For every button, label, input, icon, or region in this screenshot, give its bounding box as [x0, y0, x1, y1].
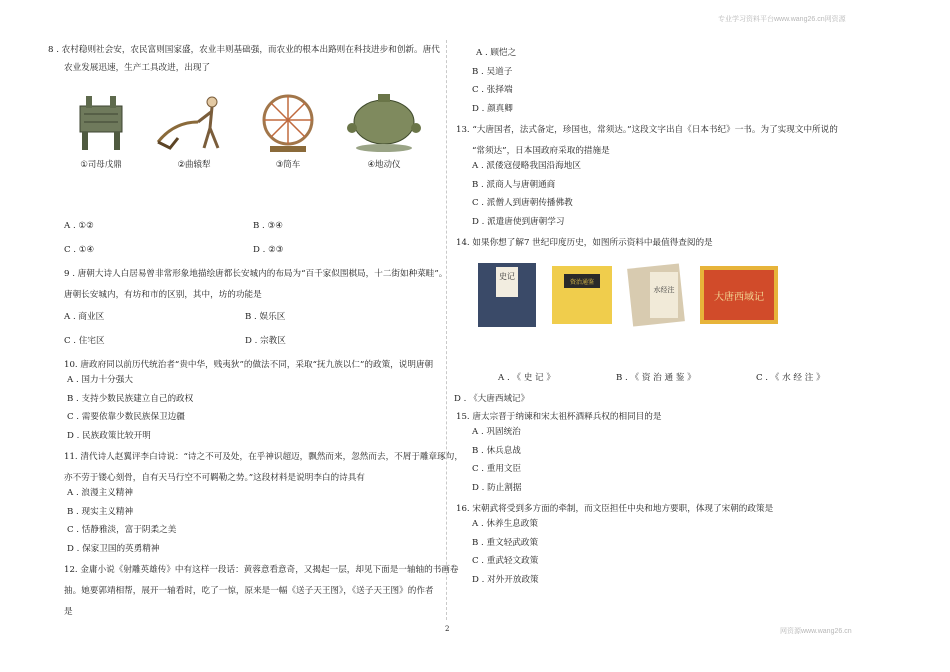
- option-a[interactable]: A . 浪漫主义精神: [67, 488, 133, 498]
- question-10: [64, 359, 442, 445]
- option-b[interactable]: B . 派商人与唐朝通商: [472, 179, 556, 190]
- option-a[interactable]: A . 商业区: [64, 312, 105, 322]
- option-b[interactable]: B . 吴道子: [472, 66, 513, 77]
- question-13: [456, 124, 856, 231]
- figure-caption: ④地动仪: [367, 160, 401, 170]
- figure-ding: [70, 92, 132, 170]
- figure-waterwheel: [256, 92, 320, 170]
- book-title: 资治通鉴: [569, 279, 595, 286]
- figure-caption: ③筒车: [275, 160, 301, 170]
- footer-watermark: 网资源www.wang26.cn: [780, 628, 852, 635]
- figure-caption: ①司母戊鼎: [80, 160, 122, 170]
- option-d[interactable]: D . 宗教区: [245, 336, 286, 346]
- question-text: 16. 宋朝武将受到多方面的牵制，而文臣担任中央和地方要职，体现了宋朝的政策是: [456, 504, 774, 514]
- option-b[interactable]: B . 娱乐区: [245, 312, 286, 322]
- question-16: [456, 503, 856, 589]
- book-title: 大唐西域记: [714, 292, 764, 303]
- option-b[interactable]: B . 支持少数民族建立自己的政权: [67, 393, 194, 404]
- option-d[interactable]: D . ②③: [253, 245, 284, 255]
- option-c[interactable]: C . 《 水 经 注 》: [756, 373, 825, 383]
- option-d[interactable]: D . 民族政策比较开明: [67, 430, 151, 441]
- book-xiyu-image: [698, 264, 780, 326]
- option-c[interactable]: C . 需要依靠少数民族保卫边疆: [67, 412, 185, 422]
- option-b[interactable]: B . ③④: [253, 221, 283, 231]
- question-12-options: [456, 44, 856, 118]
- question-text: 9 . 唐朝大诗人白居易曾非常形象地描绘唐都长安城内的布局为“百千家似围棋局，十二街如种菜畦”。: [64, 269, 448, 279]
- question-text: 唐朝长安城内，有坊和市的区别，其中，坊的功能是: [64, 290, 262, 300]
- question-text: 8 . 农村稳则社会安，农民富则国家盛，农业丰则基础强，而农业的根本出路则在科技进步和创新。唐代: [48, 45, 440, 55]
- question-11: [64, 451, 463, 558]
- question-9: [64, 268, 448, 353]
- option-a[interactable]: A . 休养生息政策: [472, 519, 538, 529]
- question-text: “常须达”，日本国政府采取的措施是: [472, 146, 610, 156]
- option-d[interactable]: D . 保家卫国的英勇精神: [67, 543, 160, 554]
- option-d[interactable]: D . 颜真卿: [472, 103, 513, 114]
- waterwheel-icon: [256, 92, 320, 154]
- question-15: [456, 411, 856, 497]
- right-column: [456, 44, 856, 595]
- option-c[interactable]: C . 派僧人到唐朝传播佛教: [472, 198, 573, 208]
- question-8: [48, 44, 442, 262]
- column-divider: [446, 40, 447, 620]
- question-text: 是: [64, 607, 73, 617]
- question-text: 10. 唐政府同以前历代统治者“贵中华，贱夷狄”的做法不同，采取“抚九族以仁”的政策，说明唐朝: [64, 360, 434, 370]
- question-12: [64, 564, 459, 618]
- option-c[interactable]: C . 重武轻文政策: [472, 556, 539, 566]
- book-images-row: [476, 259, 856, 331]
- option-a[interactable]: A . 派倭寇侵略我国沿海地区: [472, 161, 581, 171]
- question-text: 抽。她要郭靖相帮，展开一轴看时，吃了一惊，原来是一幅《送子天王图》，《送子天王图》的作者: [64, 586, 434, 596]
- question-text: 14. 如果你想了解7 世纪印度历史，如图所示资料中最值得查阅的是: [456, 238, 713, 248]
- question-text: 亦不劳于镂心刻骨，自有天马行空不可羁勒之势。”这段材料是说明李白的诗具有: [64, 473, 365, 483]
- book-shuijing-image: [626, 262, 686, 328]
- figure-caption: ②曲辕犁: [177, 160, 211, 170]
- seismoscope-icon: [342, 92, 426, 154]
- option-b[interactable]: B . 休兵息战: [472, 445, 521, 456]
- option-a[interactable]: A . 国力十分强大: [67, 375, 133, 385]
- option-c[interactable]: C . 张择端: [472, 85, 513, 95]
- book-title: 史记: [499, 272, 515, 281]
- option-b[interactable]: B . 现实主义精神: [67, 506, 134, 517]
- figure-plough: [154, 92, 234, 170]
- ding-vessel-icon: [70, 92, 132, 154]
- question-text: 13. “大唐国者，法式备定，珍国也，常须达。”这段文字出自《日本书纪》一书。为了实现文中所说的: [456, 125, 838, 135]
- question-14: [456, 237, 856, 405]
- option-c[interactable]: C . 住宅区: [64, 336, 105, 346]
- option-c[interactable]: C . 恬静雅淡，富于阴柔之美: [67, 525, 177, 535]
- option-a[interactable]: A . ①②: [64, 221, 94, 231]
- option-c[interactable]: C . 重用文臣: [472, 464, 522, 474]
- q14-options-row: [456, 371, 856, 391]
- option-d[interactable]: D . 防止割据: [472, 482, 522, 493]
- question-text: 11. 清代诗人赵翼评李白诗说：“诗之不可及处，在乎神识超迈，飘然而来，忽然而去，不屑于雕章琢句，: [64, 452, 463, 462]
- option-a[interactable]: A . 《 史 记 》: [498, 373, 555, 383]
- left-column: [48, 44, 463, 624]
- option-d[interactable]: D . 派遣唐使到唐朝学习: [472, 216, 565, 227]
- header-watermark: 专业学习资料平台www.wang26.cn网资源: [718, 16, 846, 23]
- figure-seismoscope: [342, 92, 426, 170]
- option-d[interactable]: D . 《大唐西域记》: [454, 394, 530, 404]
- question-text: 12. 金庸小说《射雕英雄传》中有这样一段话：黄蓉意看意奇，又揭起一层，却见下面是一轴轴的书画卷: [64, 565, 459, 575]
- plough-icon: [154, 92, 234, 154]
- option-a[interactable]: A . 顾恺之: [476, 48, 517, 58]
- question-text: 15. 唐太宗晋于纳谏和宋太祖杯酒释兵权的相同目的是: [456, 412, 662, 422]
- question-text: 农业发展迅速，生产工具改进，出现了: [64, 63, 211, 73]
- option-a[interactable]: A . 巩固统治: [472, 427, 521, 437]
- option-b[interactable]: B . 《 资 治 通 鉴 》: [616, 373, 696, 383]
- tools-figure-row: [70, 80, 442, 170]
- book-title: 水经注: [653, 286, 675, 294]
- book-zizhi-image: [550, 264, 614, 326]
- option-d[interactable]: D . 对外开放政策: [472, 574, 539, 585]
- option-c[interactable]: C . ①④: [64, 245, 95, 255]
- book-shiji-image: [476, 261, 538, 329]
- page-number: 2: [445, 625, 450, 633]
- option-b[interactable]: B . 重文轻武政策: [472, 537, 539, 548]
